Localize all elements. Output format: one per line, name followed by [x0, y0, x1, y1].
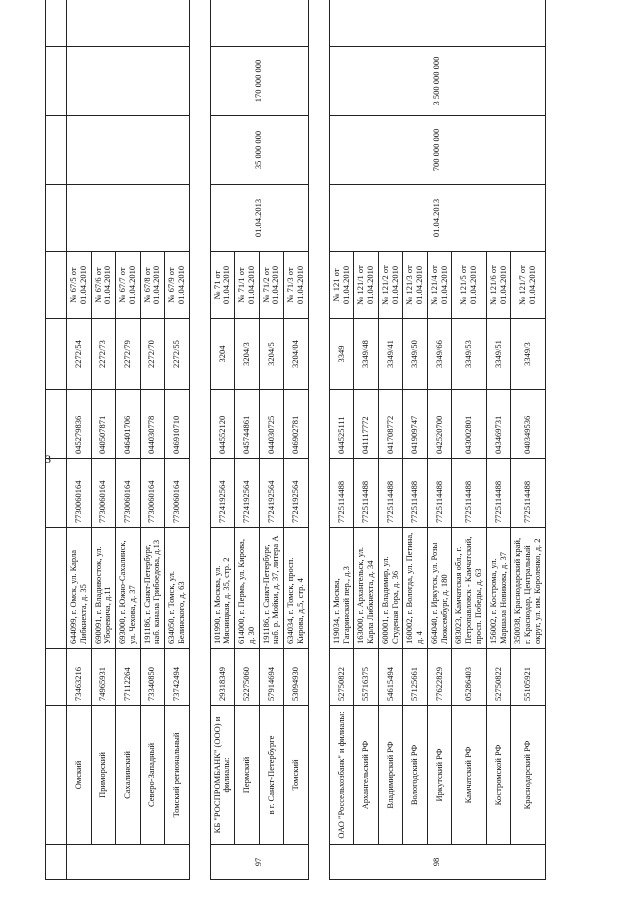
table-cell-reg	[46, 319, 67, 390]
table-cell-reg: 3349/41	[378, 319, 403, 390]
table-head-row	[329, 0, 354, 880]
table-cell-sum2	[46, 47, 67, 116]
table-block-3	[329, 0, 546, 880]
table-cell-name: Сахалинский	[116, 706, 141, 845]
table-cell-reg: 3204	[210, 319, 235, 390]
table-cell-inn	[46, 459, 67, 528]
table-cell-name: ОАО "Россельхозбанк" и филиалы:	[329, 706, 354, 845]
table-cell-license: № 121/6 от 01.04.2010	[486, 252, 511, 319]
table-cell-license: № 121 от 01.04.2010	[329, 252, 354, 319]
table-cell-reg: 3349	[329, 319, 354, 390]
table-cell-license: № 121/7 от 01.04.2010	[511, 252, 545, 319]
table-cell-code: 77112264	[116, 649, 141, 706]
table-cell-code: 52275060	[235, 649, 260, 706]
table-cell-bik: 044030725	[259, 390, 284, 459]
table-cell-license: № 71/2 от 01.04.2010	[259, 252, 284, 319]
table-cell-num: 98	[329, 845, 545, 880]
table-block-2	[210, 0, 309, 880]
table-cell-num	[67, 845, 190, 880]
table-cell-address: 350038, Краснодарский край, г. Краснодар, Центральный округ, ул. им. Короленко, д. 2	[511, 528, 545, 649]
table-cell-inn: 7730060164	[140, 459, 165, 528]
table-cell-inn: 7724192564	[235, 459, 260, 528]
table-cell-inn: 7724192564	[284, 459, 309, 528]
table-cell-date	[46, 185, 67, 252]
table-cell-sum1: 35 000 000	[210, 116, 308, 185]
table-cell-bik: 041708772	[378, 390, 403, 459]
table-cell-code: 73340850	[140, 649, 165, 706]
table-cell-reg: 2272/54	[67, 319, 92, 390]
table-cell-license	[46, 252, 67, 319]
table-cell-inn: 7725114488	[452, 459, 486, 528]
table-cell-code: 57125661	[403, 649, 428, 706]
table-cell-address: 690091, г. Владивосток, ул. Уборевича, д.11	[91, 528, 116, 649]
table-cell-inn: 7725114488	[329, 459, 354, 528]
table-cell-address: 119034, г. Москва, Гагаринский пер., д.3	[329, 528, 354, 649]
table-cell-code: 74965931	[91, 649, 116, 706]
table-cell-license: № 67/6 от 01.04.2010	[91, 252, 116, 319]
table-cell-name: Вологодский РФ	[403, 706, 428, 845]
table-cell-sum1	[67, 116, 190, 185]
table-cell-bik: 044525111	[329, 390, 354, 459]
table-cell-inn: 7725114488	[427, 459, 452, 528]
table-cell-reg: 3349/51	[486, 319, 511, 390]
table-cell-code	[46, 649, 67, 706]
table-cell-name: Краснодарский РФ	[511, 706, 545, 845]
table-cell-address: 191186, г. Санкт-Петербург, наб. р. Мойки, д. 37, литера А	[259, 528, 284, 649]
table-cell-sum2	[67, 47, 190, 116]
table-cell-code: 05286403	[452, 649, 486, 706]
rotated-table-page	[45, 20, 595, 880]
table-cell-inn: 7725114488	[511, 459, 545, 528]
table-cell-address	[46, 528, 67, 649]
table-cell-reg: 3349/66	[427, 319, 452, 390]
table-cell-address: 101990, г. Москва, ул. Мясницкая, д. 35, стр. 2	[210, 528, 235, 649]
table-head-row	[210, 0, 235, 880]
table-cell-reg: 3349/48	[354, 319, 379, 390]
table-cell-name: Приморский	[91, 706, 116, 845]
table-cell-code: 52750822	[329, 649, 354, 706]
table-cell-reg: 3204/5	[259, 319, 284, 390]
table-cell-license: № 71 от 01.04.2010	[210, 252, 235, 319]
table-cell-name: Томский региональный	[165, 706, 190, 845]
table-cell-name: Пермский	[235, 706, 260, 845]
table-cell-blank	[210, 0, 308, 47]
table-cell-license: № 121/5 от 01.04.2010	[452, 252, 486, 319]
table-cell-inn: 7730060164	[116, 459, 141, 528]
table-cell-num: 97	[210, 845, 308, 880]
table-cell-name	[46, 706, 67, 845]
table-cell-reg: 3204/04	[284, 319, 309, 390]
table-cell-inn: 7724192564	[210, 459, 235, 528]
table-cell-bik	[46, 390, 67, 459]
table-row	[46, 0, 67, 880]
table-cell-name: Архангельский РФ	[354, 706, 379, 845]
table-cell-blank	[329, 0, 545, 47]
table-cell-date: 01.04.2013	[210, 185, 308, 252]
table-cell-sum1: 700 000 000	[329, 116, 545, 185]
table-cell-address: 693000, г. Южно-Сахалинск, ул. Чехова, д. 37	[116, 528, 141, 649]
table-cell-sum2: 170 000 000	[210, 47, 308, 116]
table-cell-license: № 71/3 от 01.04.2010	[284, 252, 309, 319]
table-cell-address: 664040, г. Иркутск, ул. Розы Люксембург, д. 180	[427, 528, 452, 649]
table-cell-date: 01.04.2013	[329, 185, 545, 252]
table-cell-address: 160002, г. Вологда, ул. Петина, д. 4	[403, 528, 428, 649]
table-cell-license: № 121/3 от 01.04.2010	[403, 252, 428, 319]
table-cell-code: 77622829	[427, 649, 452, 706]
table-cell-address: 644099, г. Омск, ул. Карла Либкнехта, д. 35	[67, 528, 92, 649]
table-cell-sum1	[46, 116, 67, 185]
table-cell-blank	[67, 0, 190, 47]
table-cell-name: КБ "РОСПРОМБАНК" (ООО) и филиалы:	[210, 706, 235, 845]
table-cell-reg: 2272/73	[91, 319, 116, 390]
table-cell-bik: 041117772	[354, 390, 379, 459]
table-cell-inn: 7724192564	[259, 459, 284, 528]
table-cell-name: Камчатский РФ	[452, 706, 486, 845]
table-cell-reg: 2272/55	[165, 319, 190, 390]
table-cell-license: № 121/2 от 01.04.2010	[378, 252, 403, 319]
table-cell-reg: 2272/70	[140, 319, 165, 390]
table-cell-inn: 7730060164	[91, 459, 116, 528]
table-cell-code: 52750822	[486, 649, 511, 706]
table-cell-bik: 043002801	[452, 390, 486, 459]
table-cell-num	[46, 845, 67, 880]
table-cell-name: Омский	[67, 706, 92, 845]
table-cell-code: 55716375	[354, 649, 379, 706]
table-cell-name: Томский	[284, 706, 309, 845]
table-cell-reg: 2272/79	[116, 319, 141, 390]
table-cell-license: № 121/1 от 01.04.2010	[354, 252, 379, 319]
table-cell-address: 156002, г. Кострома, ул. Маршала Новикова, д. 37	[486, 528, 511, 649]
table-cell-code: 29318349	[210, 649, 235, 706]
table-cell-code: 57914694	[259, 649, 284, 706]
table-cell-bik: 040349536	[511, 390, 545, 459]
table-cell-license: № 67/5 от 01.04.2010	[67, 252, 92, 319]
table-cell-name: Костромской РФ	[486, 706, 511, 845]
table-cell-name: в г. Санкт-Петербурге	[259, 706, 284, 845]
table-cell-blank	[46, 0, 67, 47]
table-cell-license: № 67/8 от 01.04.2010	[140, 252, 165, 319]
table-cell-reg: 3349/3	[511, 319, 545, 390]
table-cell-bik: 045279836	[67, 390, 92, 459]
table-cell-license: № 71/1 от 01.04.2010	[235, 252, 260, 319]
table-cell-address: 634050, г. Томск, ул. Белинского, д. 63	[165, 528, 190, 649]
table-cell-address: 614000, г. Пермь, ул. Кирова, д. 30	[235, 528, 260, 649]
table-cell-inn: 7725114488	[486, 459, 511, 528]
table-cell-address: 600001, г. Владимир, ул. Студеная Гора, д. 36	[378, 528, 403, 649]
table-cell-reg: 3349/53	[452, 319, 486, 390]
table-cell-code: 73463216	[67, 649, 92, 706]
table-cell-license: № 67/7 от 01.04.2010	[116, 252, 141, 319]
table-cell-inn: 7725114488	[378, 459, 403, 528]
table-cell-bik: 040507871	[91, 390, 116, 459]
table-cell-reg: 3204/3	[235, 319, 260, 390]
table-cell-bik: 042520700	[427, 390, 452, 459]
table-cell-code: 55105921	[511, 649, 545, 706]
table-cell-inn: 7730060164	[67, 459, 92, 528]
table-cell-name: Владимирский РФ	[378, 706, 403, 845]
table-cell-inn: 7725114488	[354, 459, 379, 528]
table-cell-code: 53094930	[284, 649, 309, 706]
table-cell-inn: 7725114488	[403, 459, 428, 528]
page-number: 3	[45, 452, 51, 466]
table-cell-license: № 121/4 от 01.04.2010	[427, 252, 452, 319]
table-block-1	[45, 0, 190, 880]
table-cell-code: 54615494	[378, 649, 403, 706]
table-cell-bik: 045744861	[235, 390, 260, 459]
table-cell-sum2: 3 500 000 000	[329, 47, 545, 116]
table-row	[67, 0, 92, 880]
table-cell-license: № 67/9 от 01.04.2010	[165, 252, 190, 319]
table-cell-address: 683023, Камчатская обл., г. Петропавловск - Камчатский, просп. Победы, д. 63	[452, 528, 486, 649]
table-cell-bik: 046910710	[165, 390, 190, 459]
table-cell-bik: 044030778	[140, 390, 165, 459]
table-cell-inn: 7730060164	[165, 459, 190, 528]
table-cell-bik: 041909747	[403, 390, 428, 459]
table-cell-bik: 046902781	[284, 390, 309, 459]
table-cell-reg: 3349/50	[403, 319, 428, 390]
table-cell-code: 73742494	[165, 649, 190, 706]
table-cell-date	[67, 185, 190, 252]
table-cell-bik: 044552120	[210, 390, 235, 459]
table-cell-address: 163000, г. Архангельск, ул. Карла Либкнехта, д. 34	[354, 528, 379, 649]
table-cell-bik: 046401706	[116, 390, 141, 459]
table-cell-bik: 043469731	[486, 390, 511, 459]
table-cell-name: Иркутский РФ	[427, 706, 452, 845]
table-cell-address: 634034, г. Томск, просп. Кирова, д.5, стр. 4	[284, 528, 309, 649]
table-cell-name: Северо-Западный	[140, 706, 165, 845]
table-cell-address: 191186, г. Санкт-Петербург, наб. канала Грибоедова, д.13	[140, 528, 165, 649]
